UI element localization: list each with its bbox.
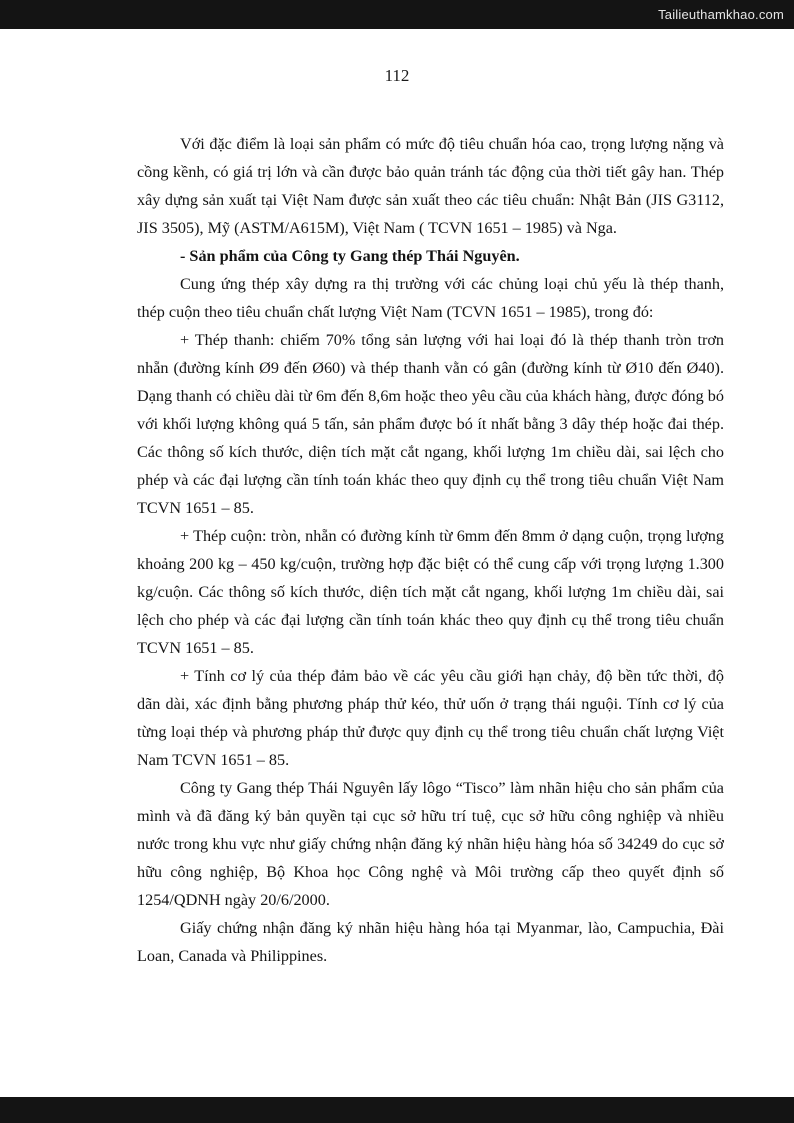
paragraph-tisco-trademark: Công ty Gang thép Thái Nguyên lấy lôgo “Tisco” làm nhãn hiệu cho sản phẩm của mình và đã đăng ký bản quyền tại cục sở hữu trí tuệ, cục sở hữu công nghiệp và nhiều nước trong khu vực như giấy chứng nhận đăng ký nhãn hiệu hàng hóa số 34249 do cục sở hữu công nghiệp, Bộ Khoa học Công nghệ và Môi trường cấp theo quyết định số 1254/QDNH ngày 20/6/2000. (137, 779, 724, 909)
paragraph-tinh-co-ly: + Tính cơ lý của thép đảm bảo về các yêu cầu giới hạn chảy, độ bền tức thời, độ dãn dài, xác định bằng phương pháp thử kéo, thử uốn ở trạng thái nguội. Tính cơ lý của từng loại thép và phương pháp thử được quy định cụ thể trong tiêu chuẩn chất lượng Việt Nam TCVN 1651 – 85. (137, 667, 724, 769)
page-number: 112 (384, 66, 410, 85)
paragraph-intro-standards: Với đặc điểm là loại sản phẩm có mức độ tiêu chuẩn hóa cao, trọng lượng nặng và cồng kềnh, có giá trị lớn và cần được bảo quản tránh tác động của thời tiết gây han. Thép xây dựng sản xuất tại Việt Nam được sản xuất theo các tiêu chuẩn: Nhật Bản (JIS G3112, JIS 3505), Mỹ (ASTM/A615M), Việt Nam ( TCVN 1651 – 1985) và Nga. (137, 135, 724, 237)
paragraph-thep-thanh: + Thép thanh: chiếm 70% tổng sản lượng với hai loại đó là thép thanh tròn trơn nhẵn (đường kính Ø9 đến Ø60) và thép thanh vằn có gân (đường kính từ Ø10 đến Ø40). Dạng thanh có chiều dài từ 6m đến 8,6m hoặc theo yêu cầu của khách hàng, được đóng bó với khối lượng không quá 5 tấn, sản phẩm được bó ít nhất bằng 3 dây thép hoặc đai thép. Các thông số kích thước, diện tích mặt cắt ngang, khối lượng 1m chiều dài, sai lệch cho phép và các đại lượng cần tính toán khác theo quy định cụ thể trong tiêu chuẩn Việt Nam TCVN 1651 – 85. (137, 331, 724, 517)
bottom-bar (0, 1097, 794, 1123)
paragraph-heading-products: - Sản phẩm của Công ty Gang thép Thái Nguyên. (180, 247, 520, 265)
paragraph-supply-overview: Cung ứng thép xây dựng ra thị trường với các chủng loại chủ yếu là thép thanh, thép cuộn theo tiêu chuẩn chất lượng Việt Nam (TCVN 1651 – 1985), trong đó: (137, 275, 724, 321)
paragraph-thep-cuon: + Thép cuộn: tròn, nhẵn có đường kính từ 6mm đến 8mm ở dạng cuộn, trọng lượng khoảng 200 kg – 450 kg/cuộn, trường hợp đặc biệt có thể cung cấp với trọng lượng 1.300 kg/cuộn. Các thông số kích thước, diện tích mặt cắt ngang, khối lượng 1m chiều dài, sai lệch cho phép và các đại lượng cần tính toán khác theo quy định cụ thể trong tiêu chuẩn TCVN 1651 – 85. (137, 527, 724, 657)
paragraph-international-certificates: Giấy chứng nhận đăng ký nhãn hiệu hàng hóa tại Myanmar, lào, Campuchia, Đài Loan, Canada và Philippines. (137, 919, 724, 965)
document-content (137, 130, 724, 970)
watermark-text: Tailieuthamkhao.com (658, 7, 784, 22)
top-watermark-bar (0, 0, 794, 29)
